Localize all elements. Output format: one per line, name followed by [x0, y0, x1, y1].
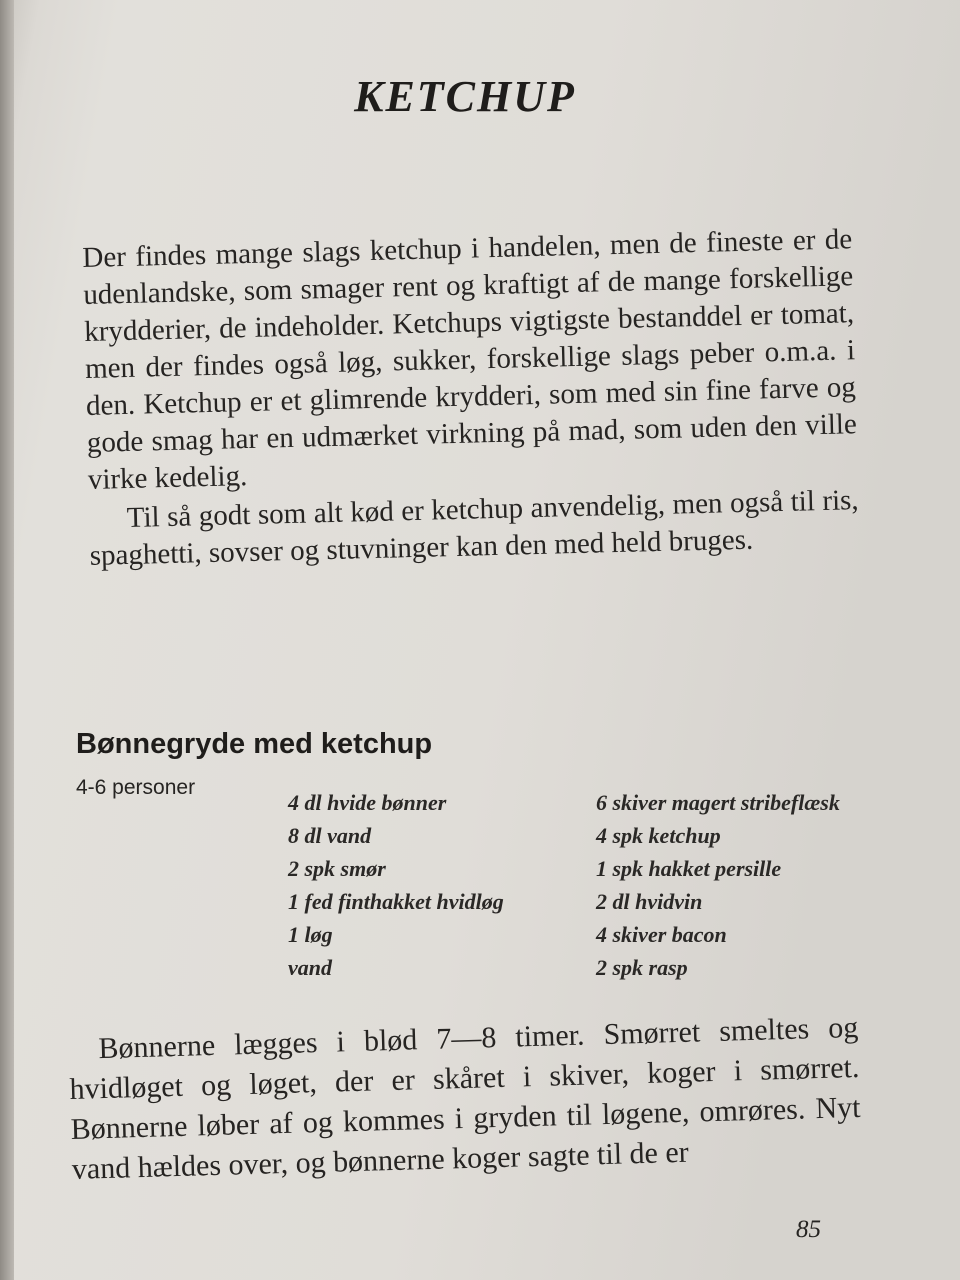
- ingredient-list-right: [596, 786, 861, 984]
- ingredient-item: 4 skiver bacon: [596, 922, 727, 947]
- intro-paragraph: Der findes mange slags ketchup i handelen, men de fineste er de udenlandske, som smager rent og kraftigt af de mange forskellige krydderier, de indeholder. Ketchups vigtigste bestanddel er tomat, men der findes også løg, sukker, forskellige slags peber o.m.a. i den. Ketchup er et glimrende krydderi, som med sin fine farve og gode smag har en udmærket virkning på mad, som uden den ville virke kedelig.: [82, 223, 858, 496]
- ingredient-item: 8 dl vand: [288, 823, 372, 848]
- ingredient-item: 1 fed finthakket hvidløg: [288, 889, 504, 914]
- recipe-servings: 4-6 personer: [76, 776, 196, 799]
- ingredient-item: 4 spk ketchup: [596, 823, 721, 848]
- page-number: 85: [796, 1216, 821, 1243]
- ingredient-item: 2 dl hvidvin: [596, 889, 703, 914]
- page-title: KETCHUP: [354, 72, 576, 122]
- recipe-method: Bønnerne lægges i blød 7—8 timer. Smørret smeltes og hvidløget og løget, der er skåret i skiver, koger i smørret. Bønnerne løber af og kommes i gryden til løgene, omrøres. Nyt vand hældes over, og bønnerne koger sagte til de er: [69, 1010, 861, 1186]
- recipe-title: Bønnegryde med ketchup: [76, 728, 433, 760]
- ingredient-item: 2 spk smør: [288, 856, 386, 881]
- ingredient-item: 2 spk rasp: [596, 955, 688, 980]
- ingredient-item: 1 løg: [288, 922, 333, 947]
- book-spine: [0, 0, 14, 1280]
- intro-text: [82, 221, 860, 575]
- ingredient-item: vand: [288, 955, 332, 980]
- ingredient-item: 1 spk hakket persille: [596, 856, 782, 881]
- ingredient-item: 4 dl hvide bønner: [288, 790, 447, 815]
- intro-paragraph: Til så godt som alt kød er ketchup anvendelig, men også til ris, spaghetti, sovser og stuvninger kan den med held bruges.: [89, 484, 859, 572]
- ingredient-list-left: [288, 786, 563, 984]
- ingredient-item: 6 skiver magert stribeflæsk: [596, 790, 840, 815]
